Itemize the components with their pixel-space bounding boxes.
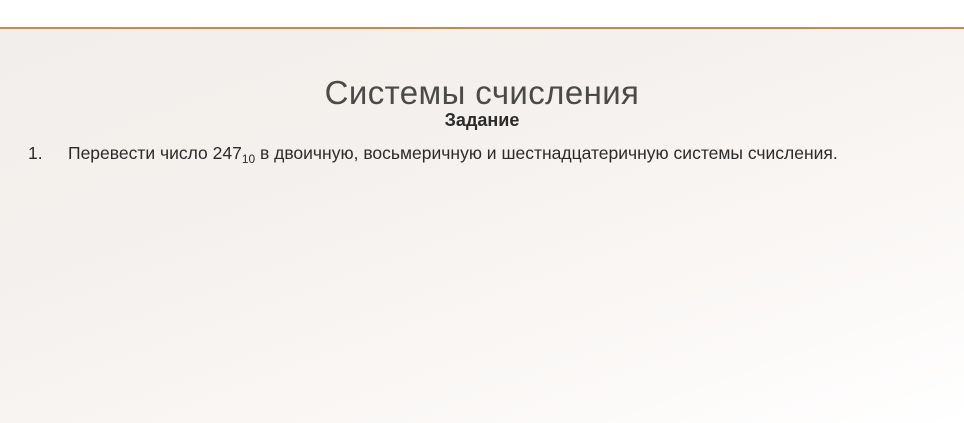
list-item-text-before: Перевести число 247 [68,143,242,163]
list-item-marker: 1. [28,143,43,163]
page-title: Системы счисления [324,74,640,112]
slide-header-band [0,0,964,27]
list-item-text-after: в двоичную, восьмеричную и шестнадцатеричную системы счисления. [255,143,838,163]
list-item-subscript: 10 [241,151,256,166]
slide-subtitle: Задание [444,110,520,130]
accent-divider [0,27,964,29]
list-item-text [68,141,868,166]
list-item [28,141,928,166]
task-list [28,141,928,166]
